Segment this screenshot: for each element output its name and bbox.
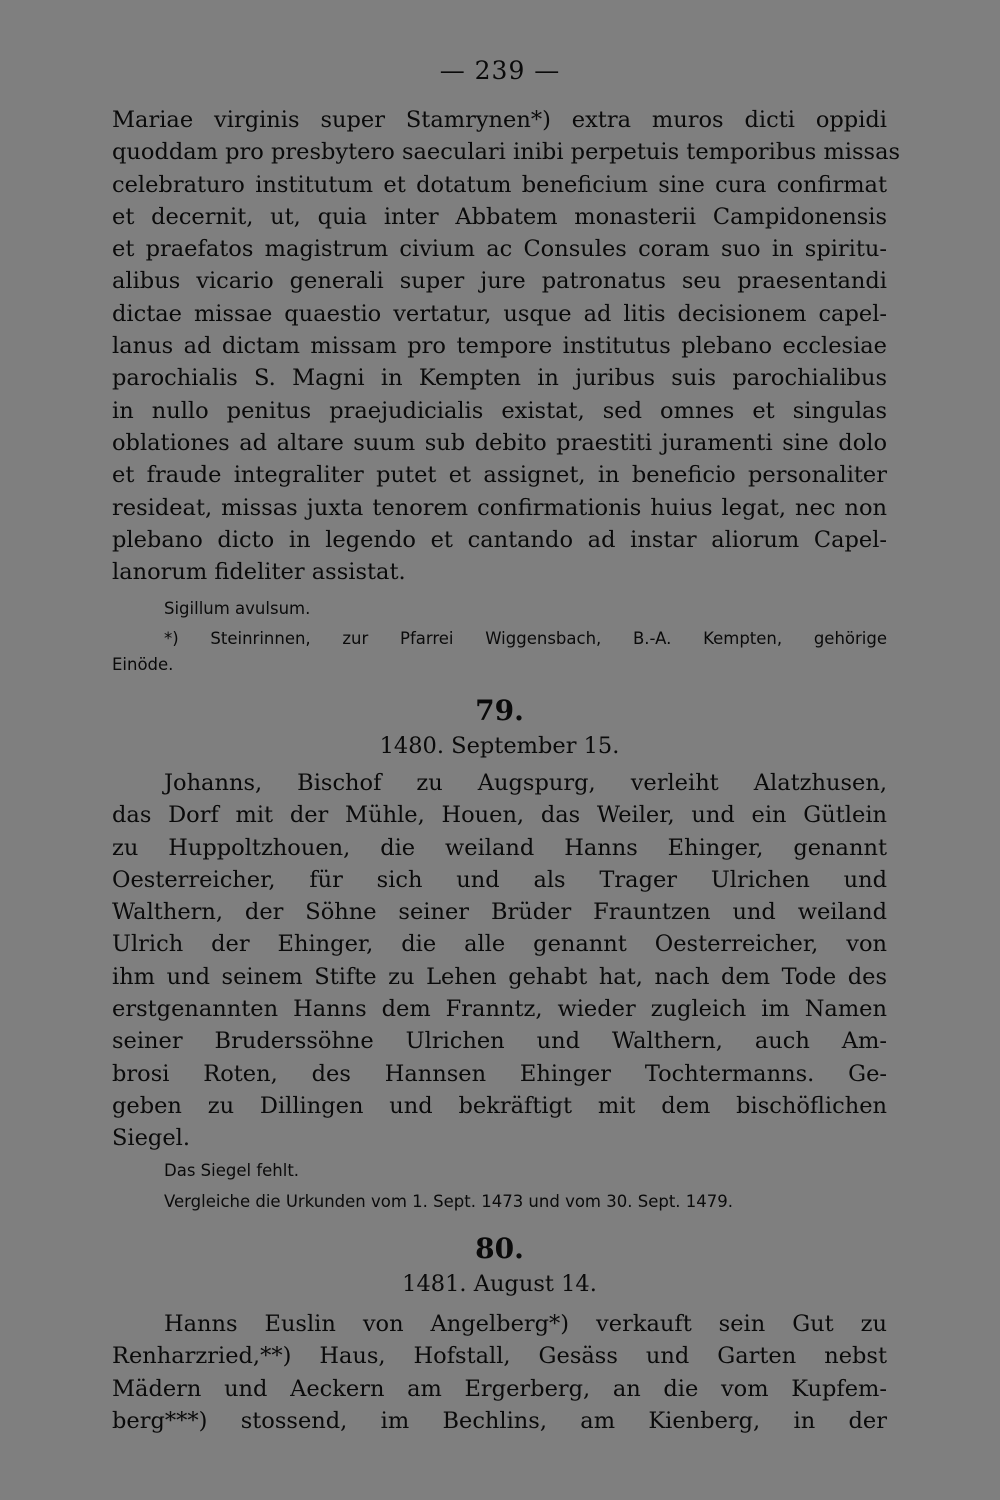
text-line: alibus vicario generali super jure patronatus seu praesentandi: [112, 268, 887, 295]
document-date: [112, 730, 887, 762]
document-number: 79.: [475, 694, 524, 727]
document-number: 80.: [475, 1232, 524, 1265]
text-line: Hanns Euslin von Angelberg*) verkauft sein Gut zu: [164, 1311, 887, 1337]
text-line: plebano dicto in legendo et cantando ad instar aliorum Capel-: [112, 526, 887, 553]
document-date: [112, 1268, 887, 1300]
text-line: in nullo penitus praejudicialis existat, sed omnes et singulas: [112, 397, 887, 424]
text-line: lanorum fideliter assistat.: [112, 559, 406, 586]
document-regest: [112, 1308, 887, 1437]
footnote-line: *) Steinrinnen, zur Pfarrei Wiggensbach, B.-A. Kempten, gehörige: [164, 629, 887, 648]
text-line: das Dorf mit der Mühle, Houen, das Weiler, und ein Gütlein: [112, 802, 887, 829]
text-line: Mariae virginis super Stamrynen*) extra muros dicti oppidi: [112, 107, 887, 133]
text-line: lanus ad dictam missam pro tempore institutus plebano ecclesiae: [112, 333, 887, 360]
text-line: quoddam pro presbytero saeculari inibi perpetuis temporibus missas: [112, 139, 901, 166]
text-line: oblationes ad altare suum sub debito praestiti juramenti sine dolo: [112, 429, 887, 456]
page-number: — 239 —: [439, 56, 561, 85]
text-line: zu Huppoltzhouen, die weiland Hanns Ehinger, genannt: [112, 834, 887, 861]
text-line: berg***) stossend, im Bechlins, am Kienberg, in der: [112, 1407, 887, 1434]
text-line: et praefatos magistrum civium ac Consules coram suo in spiritu-: [112, 236, 887, 263]
document-regest: [112, 767, 887, 1155]
text-line: Mädern und Aeckern am Ergerberg, an die vom Kupfem-: [112, 1375, 887, 1402]
text-line: brosi Roten, des Hannsen Ehinger Tochtermanns. Ge-: [112, 1060, 887, 1087]
text-line: Johanns, Bischof zu Augspurg, verleiht Alatzhusen,: [164, 770, 887, 796]
text-line: Walthern, der Söhne seiner Brüder Frauntzen und weiland: [112, 899, 887, 926]
text-line: geben zu Dillingen und bekräftigt mit dem bischöflichen: [112, 1092, 887, 1119]
text-line: ihm und seinem Stifte zu Lehen gehabt hat, nach dem Tode des: [112, 963, 887, 990]
date-line: 1481. August 14.: [402, 1271, 597, 1297]
text-line: resideat, missas juxta tenorem confirmationis huius legat, nec non: [112, 494, 887, 521]
text-line: erstgenannten Hanns dem Franntz, wieder zugleich im Namen: [112, 996, 887, 1023]
footnote: [112, 626, 887, 678]
compare-note: Vergleiche die Urkunden vom 1. Sept. 1473 und vom 30. Sept. 1479.: [164, 1192, 734, 1211]
text-line: seiner Bruderssöhne Ulrichen und Walthern, auch Am-: [112, 1028, 887, 1055]
paragraph-continuation: [112, 104, 901, 588]
text-line: Renharzried,**) Haus, Hofstall, Gesäss und Garten nebst: [112, 1343, 887, 1370]
text-line: parochialis S. Magni in Kempten in juribus suis parochialibus: [112, 365, 887, 392]
text-line: et fraude integraliter putet et assignet, in beneficio personaliter: [112, 462, 887, 489]
text-line: et decernit, ut, quia inter Abbatem monasterii Campidonensis: [112, 203, 887, 230]
text-line: Ulrich der Ehinger, die alle genannt Oesterreicher, von: [112, 931, 887, 958]
sigillum-note: Sigillum avulsum.: [164, 599, 311, 618]
text-line: Oesterreicher, für sich und als Trager Ulrichen und: [112, 866, 887, 893]
seal-note: Das Siegel fehlt.: [164, 1161, 300, 1180]
footnote-line: Einöde.: [112, 655, 174, 674]
text-line: celebraturo institutum et dotatum beneficium sine cura confirmat: [112, 171, 887, 198]
date-line: 1480. September 15.: [379, 733, 620, 759]
text-line: Siegel.: [112, 1125, 190, 1152]
text-line: dictae missae quaestio vertatur, usque ad litis decisionem capel-: [112, 300, 887, 327]
